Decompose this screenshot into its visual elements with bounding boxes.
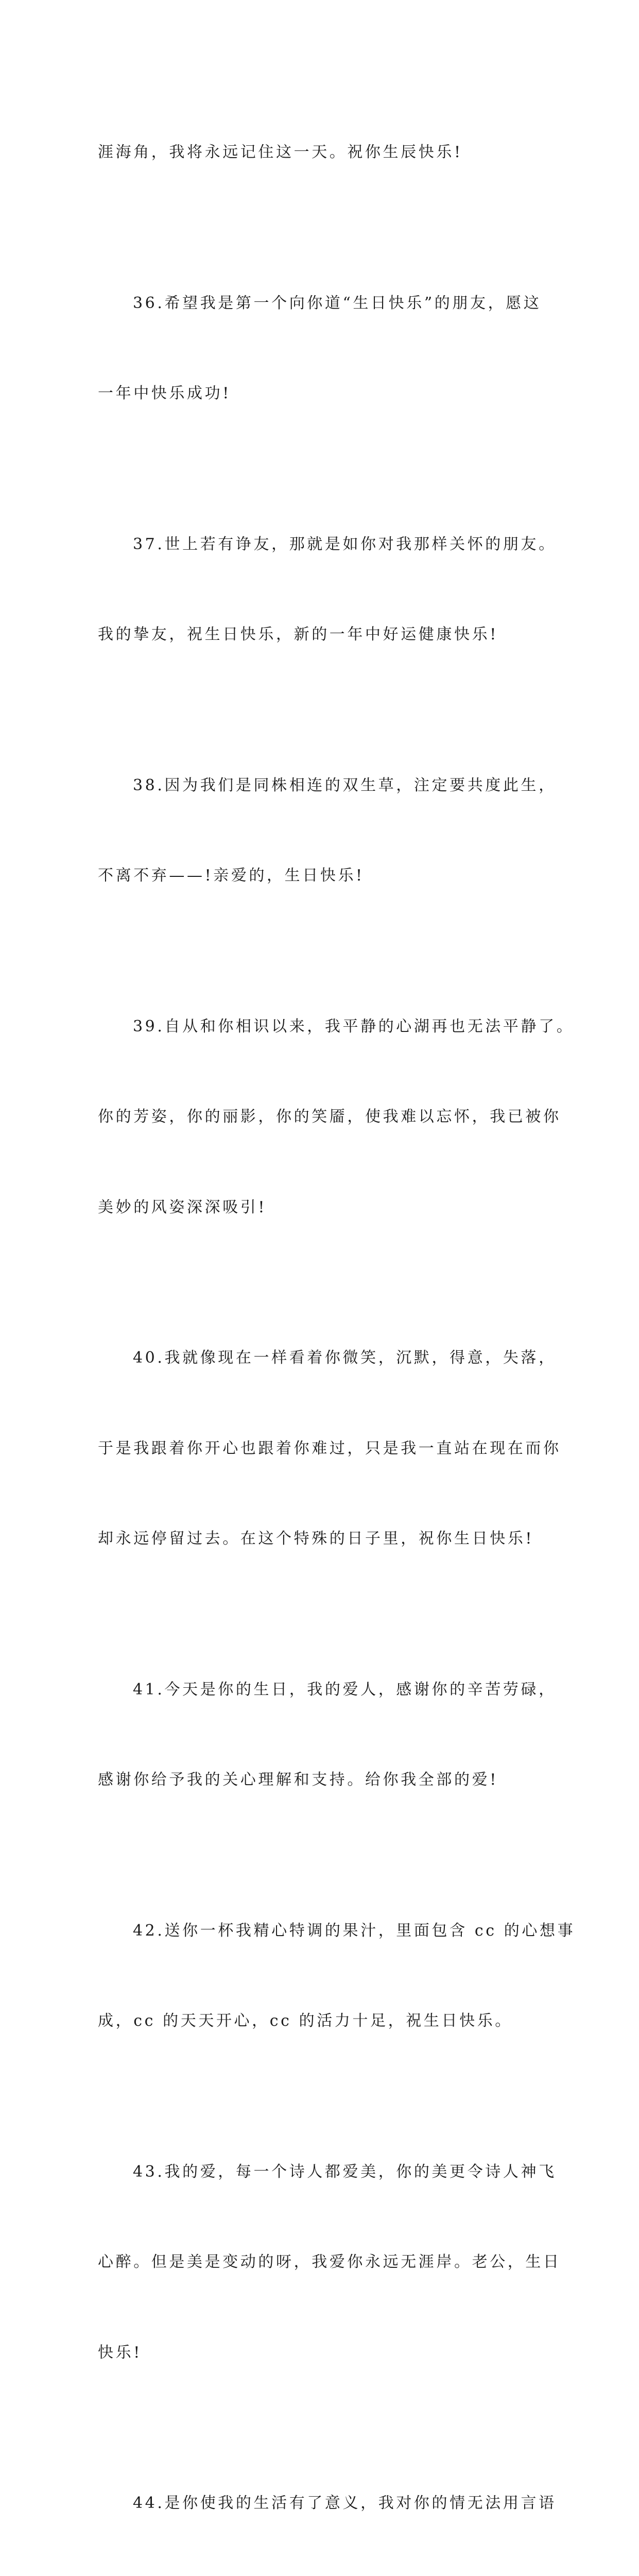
- paragraph-35-continued: [98, 77, 551, 228]
- paragraph-44: [98, 2428, 557, 2576]
- paragraph-40: [98, 1283, 561, 1615]
- text-line: 44.是你使我的生活有了意义，我对你的情无法用言语: [133, 2494, 557, 2512]
- document-body: [98, 77, 576, 2576]
- paragraph-42: [98, 1856, 576, 2097]
- text-line: 43.我的爱，每一个诗人都爱美，你的美更令诗人神飞: [133, 2162, 557, 2181]
- text-line: 42.送你一杯我精心特调的果汁，里面包含 cc 的心想事: [133, 1921, 576, 1940]
- paragraph-43: [98, 2097, 561, 2429]
- paragraph-37: [98, 469, 557, 710]
- paragraph-36: [98, 228, 551, 469]
- text-line: 美妙的风姿深深吸引!: [98, 1198, 267, 1216]
- text-line: 36.希望我是第一个向你道“生日快乐”的朋友，愿这: [133, 294, 542, 312]
- text-line: 37.世上若有诤友，那就是如你对我那样关怀的朋友。: [133, 535, 557, 553]
- paragraph-38: [98, 710, 557, 952]
- paragraph-41: [98, 1615, 557, 1856]
- text-line: 40.我就像现在一样看着你微笑，沉默，得意，失落，: [133, 1349, 557, 1367]
- text-line: 成，cc 的天天开心，cc 的活力十足，祝生日快乐。: [98, 2012, 513, 2030]
- text-line: 不离不弃——!亲爱的，生日快乐!: [98, 867, 365, 885]
- text-line: 感谢你给予我的关心理解和支持。给你我全部的爱!: [98, 1771, 498, 1789]
- text-line: 你的芳姿，你的丽影，你的笑靥，使我难以忘怀，我已被你: [98, 1108, 561, 1126]
- text-line: 快乐!: [98, 2343, 142, 2362]
- text-line: 39.自从和你相识以来，我平静的心湖再也无法平静了。: [133, 1017, 575, 1036]
- text-line: 一年中快乐成功!: [98, 384, 231, 402]
- text-line: 我的挚友，祝生日快乐，新的一年中好运健康快乐!: [98, 625, 498, 643]
- paragraph-39: [98, 952, 575, 1283]
- text-line: 涯海角，我将永远记住这一天。祝你生辰快乐!: [98, 143, 463, 161]
- text-line: 38.因为我们是同株相连的双生草，注定要共度此生，: [133, 776, 557, 794]
- text-line: 却永远停留过去。在这个特殊的日子里，祝你生日快乐!: [98, 1530, 534, 1548]
- text-line: 41.今天是你的生日，我的爱人，感谢你的辛苦劳碌，: [133, 1680, 557, 1699]
- text-line: 心醉。但是美是变动的呀，我爱你永远无涯岸。老公，生日: [98, 2253, 561, 2271]
- text-line: 于是我跟着你开心也跟着你难过，只是我一直站在现在而你: [98, 1439, 561, 1458]
